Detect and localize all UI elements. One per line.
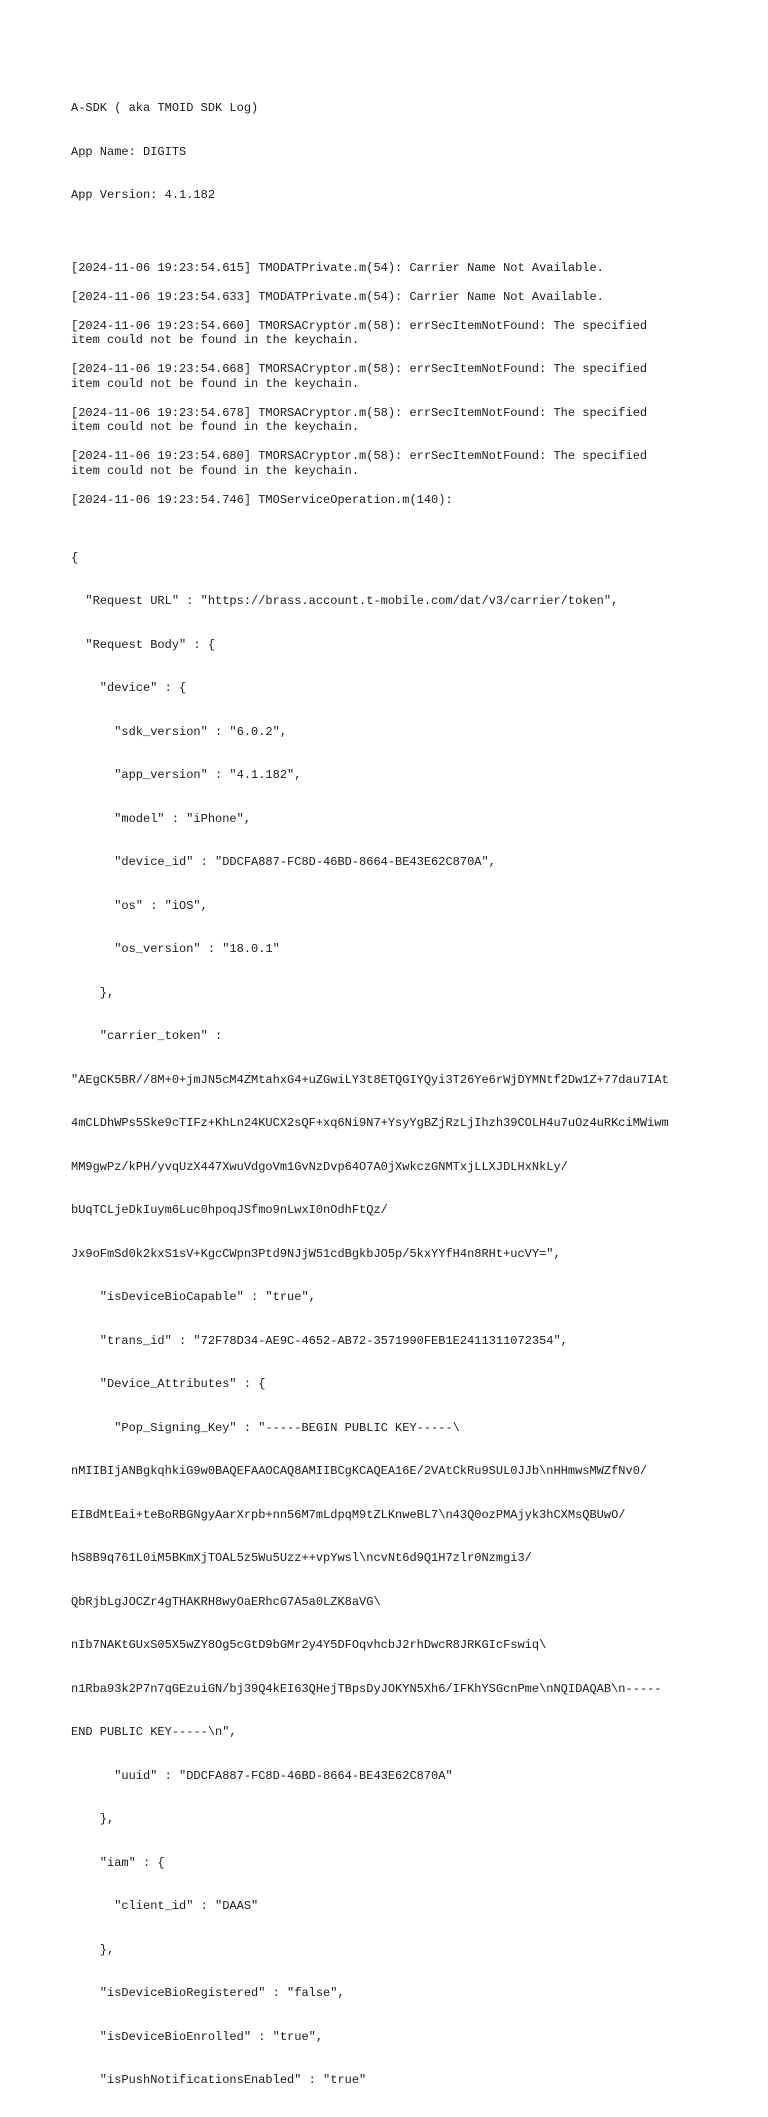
json-line: }, (71, 985, 115, 1000)
json-line: "AEgCK5BR//8M+0+jmJN5cM4ZMtahxG4+uZGwiLY3t8ETQGIYQyi3T26Ye6rWjDYMNtf2Dw1Z+77dau7IAt (71, 1072, 669, 1087)
json-line: "os" : "iOS", (71, 898, 208, 913)
json-line: "Device_Attributes" : { (71, 1377, 266, 1391)
log-entry: [2024-11-06 19:23:54.615] TMODATPrivate.m(54): Carrier Name Not Available. (71, 260, 604, 275)
log-entry: [2024-11-06 19:23:54.678] TMORSACryptor.m(58): errSecItemNotFound: The specified item could not be found in the keychain. (71, 405, 648, 434)
log-entry: [2024-11-06 19:23:54.668] TMORSACryptor.m(58): errSecItemNotFound: The specified item could not be found in the keychain. (71, 362, 648, 391)
json-line: 4mCLDhWPs5Ske9cTIFz+KhLn24KUCX2sQF+xq6Ni9N7+YsyYgBZjRzLjIhzh39COLH4u7uOz4uRKciMWiwm (71, 1116, 669, 1130)
json-line: END PUBLIC KEY-----\n", (71, 1725, 237, 1739)
json-line: EIBdMtEai+teBoRBGNgyAarXrpb+nn56M7mLdpqM9tZLKnweBL7\n43Q0ozPMAjyk3hCXMsQBUwO/ (71, 1507, 626, 1522)
json-line: "carrier_token" : (71, 1029, 223, 1043)
json-line: "isDeviceBioEnrolled" : "true", (71, 2029, 324, 2044)
json-line: MM9gwPz/kPH/yvqUzX447XwuVdgoVm1GvNzDvp64O7A0jXwkczGNMTxjLLXJDLHxNkLy/ (71, 1159, 568, 1174)
log-entry: [2024-11-06 19:23:54.660] TMORSACryptor.m(58): errSecItemNotFound: The specified item could not be found in the keychain. (71, 318, 648, 347)
json-line: "model" : "iPhone", (71, 811, 252, 826)
json-line: }, (71, 1812, 115, 1826)
json-line: "isPushNotificationsEnabled" : "true" (71, 2073, 367, 2087)
json-line: "trans_id" : "72F78D34-AE9C-4652-AB72-3571990FEB1E2411311072354", (71, 1333, 568, 1348)
json-line: hS8B9q761L0iM5BKmXjTOAL5z5Wu5Uzz++vpYwsl\ncvNt6d9Q1H7zlr0Nzmgi3/ (71, 1551, 532, 1565)
json-line: }, (71, 1942, 115, 1957)
json-line: "isDeviceBioRegistered" : "false", (71, 1986, 345, 2000)
log-header (71, 72, 728, 232)
json-line: { (71, 550, 79, 565)
json-line: "isDeviceBioCapable" : "true", (71, 1290, 316, 1304)
app-version: App Version: 4.1.182 (71, 188, 216, 202)
json-line: "uuid" : "DDCFA887-FC8D-46BD-8664-BE43E62C870A" (71, 1768, 453, 1783)
json-line: Jx9oFmSd0k2kxS1sV+KgcCWpn3Ptd9NJjW51cdBgkbJO5p/5kxYYfH4n8RHt+ucVY=", (71, 1246, 561, 1261)
json-line: "app_version" : "4.1.182", (71, 768, 302, 782)
json-line: "Request URL" : "https://brass.account.t-mobile.com/dat/v3/carrier/token", (71, 594, 619, 608)
log-entry: [2024-11-06 19:23:54.633] TMODATPrivate.m(54): Carrier Name Not Available. (71, 289, 604, 304)
json-line: "device_id" : "DDCFA887-FC8D-46BD-8664-BE43E62C870A", (71, 855, 496, 869)
json-line: "Pop_Signing_Key" : "-----BEGIN PUBLIC KEY-----\ (71, 1420, 460, 1435)
json-line: "Request Body" : { (71, 637, 216, 652)
json-line: "client_id" : "DAAS" (71, 1899, 259, 1913)
json-line: "os_version" : "18.0.1" (71, 942, 280, 956)
json-line: "device" : { (71, 681, 187, 695)
json-line: nIb7NAKtGUxS05X5wZY8Og5cGtD9bGMr2y4Y5DFOqvhcbJ2rhDwcR8JRKGIcFswiq\ (71, 1638, 547, 1652)
json-line: nMIIBIjANBgkqhkiG9w0BAQEFAAOCAQ8AMIIBCgKCAQEA16E/2VAtCkRu9SUL0JJb\nHHmwsMWZfNv0/ (71, 1464, 648, 1478)
sdk-title: A-SDK ( aka TMOID SDK Log) (71, 101, 259, 115)
log-entry: [2024-11-06 19:23:54.746] TMOServiceOperation.m(140): (71, 492, 453, 507)
json-line: n1Rba93k2P7n7qGEzuiGN/bj39Q4kEI63QHejTBpsDyJOKYN5Xh6/IFKhYSGcnPme\nNQIDAQAB\n----- (71, 1681, 662, 1696)
json-line: bUqTCLjeDkIuym6Luc0hpoqJSfmo9nLwxI0nOdhFtQz/ (71, 1203, 388, 1217)
app-name: App Name: DIGITS (71, 144, 187, 159)
log-entry: [2024-11-06 19:23:54.680] TMORSACryptor.m(58): errSecItemNotFound: The specified item could not be found in the keychain. (71, 449, 648, 478)
json-line: "iam" : { (71, 1855, 165, 1870)
json-line: "sdk_version" : "6.0.2", (71, 724, 288, 739)
json-payload (71, 522, 728, 2117)
json-line: QbRjbLgJOCZr4gTHAKRH8wyOaERhcG7A5a0LZK8aVG\ (71, 1594, 381, 1609)
